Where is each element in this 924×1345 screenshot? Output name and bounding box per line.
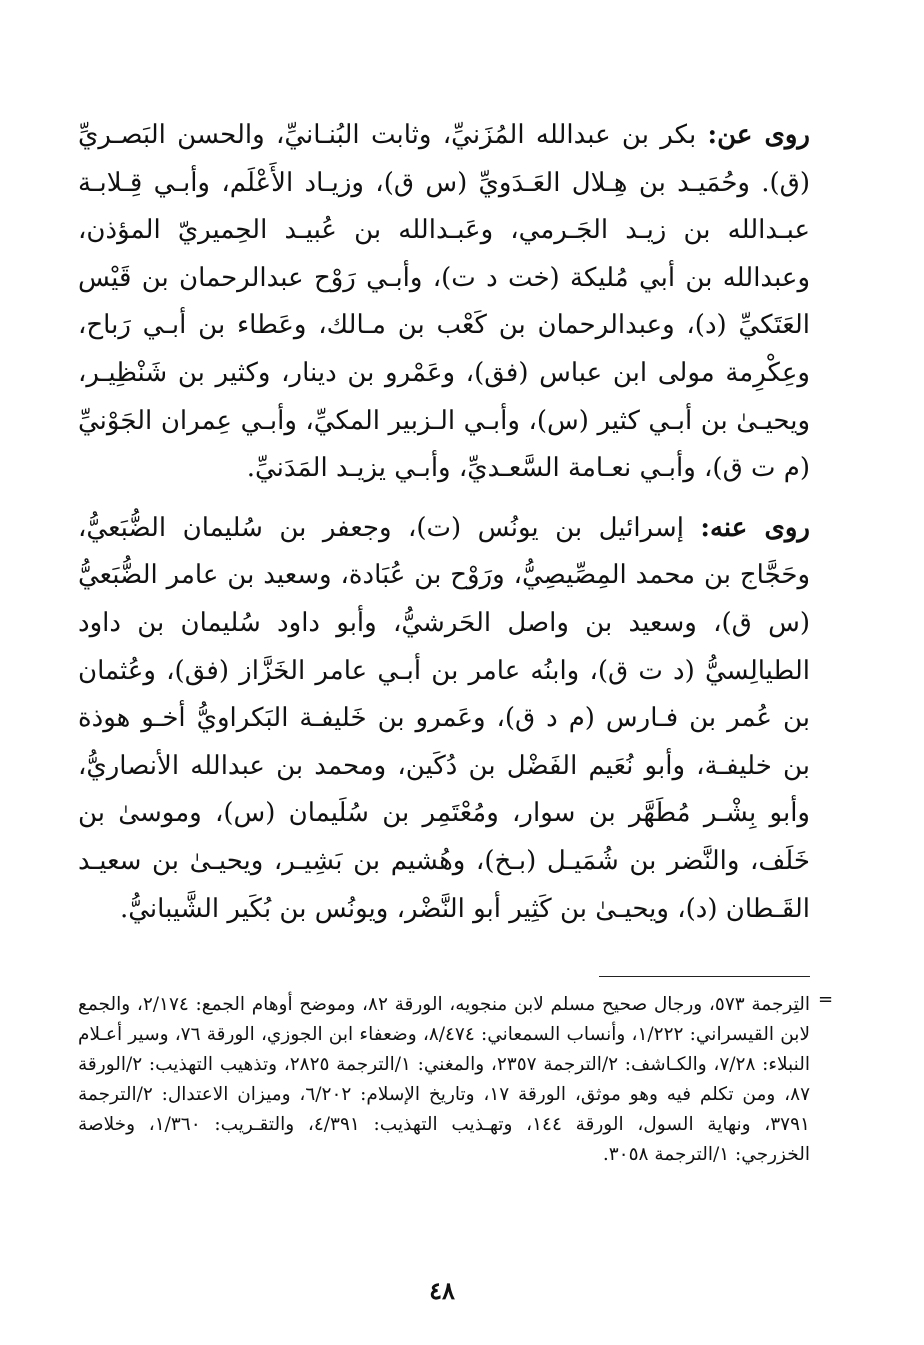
narrated-from-text: بكر بن عبدالله المُزَنيِّ، وثابت البُنـانيِّ، والحسن البَصـريِّ (ق). وحُمَيـد بن هِـلال العَـدَويِّ (س ق)، وزيـاد الأَعْلَم، وأبـي قِـلابـة عبـدالله بن زيـد الجَـرمي، وعَبـدالله بن عُبيـد الحِميريّ المؤذن، وعبدالله بن أبي مُليكة (خت د ت)، وأبـي رَوْح عبدالرحمان بن قَيْس العَتَكيِّ (د)، وعبدالرحمان بن كَعْب بن مـالك، وعَطاء بن أبـي رَباح، وعِكْرِمة مولى ابن عباس (فق)، وعَمْرو بن دينار، وكثير بن شَنْظِيـر، ويحيـىٰ بن أبـي كثير (س)، وأبـي الـزبير المكيِّ، وأبـي عِمران الجَوْنيِّ (م ت ق)، وأبـي نعـامة السَّعـديِّ، وأبـي يزيـد المَدَنيِّ. — [78, 120, 810, 484]
narrated-from-paragraph — [78, 112, 810, 493]
footnote-continuation-mark: = — [818, 989, 834, 1010]
footnote-separator — [599, 976, 810, 977]
narrated-by-heading: روى عنه: — [700, 512, 810, 543]
narrated-by-paragraph — [78, 505, 810, 933]
footnote-text: التِرجمة ٥٧٣، ورجال صحيح مسلم لابن منجويه، الورقة ٨٢، وموضح أوهام الجمع: ٢/١٧٤، والجمع لابن القيسراني: ١/٢٢٢، وأنساب السمعاني: ٨/٤٧٤، وضعفاء ابن الجوزي، الورقة ٧٦، وسير أعـلام النبلاء: ٧/٢٨، والكـاشف: ٢/الترجمة ٢٣٥٧، والمغني: ١/الترجمة ٢٨٢٥، وتذهيب التهذيب: ٢/الورقة ٨٧، ومن تكلم فيه وهو موثق، الورقة ١٧، وتاريخ الإسلام: ٦/٢٠٢، وميزان الاعتدال: ٢/الترجمة ٣٧٩١، ونهاية السول، الورقة ١٤٤، وتهـذيب التهذيب: ٤/٣٩١، والتقـريب: ١/٣٦٠، وخلاصة الخزرجي: ١/الترجمة ٣٠٥٨. — [78, 994, 811, 1165]
narrated-from-heading: روى عن: — [707, 120, 810, 150]
main-text — [78, 112, 810, 933]
page-number: ٤٨ — [429, 1276, 455, 1305]
narrated-by-text: إسرائيل بن يونُس (ت)، وجعفر بن سُليمان الضُّبَعيُّ، وحَجَّاج بن محمد المِصِّيصِيُّ، ورَوْح بن عُبَادة، وسعيد بن عامر الضُّبَعيُّ (س ق)، وسعيد بن واصل الحَرشيُّ، وأبو داود سُليمان بن داود الطيالِسيُّ (د ت ق)، وابنُه عامر بن أبـي عامر الخَزَّاز (فق)، وعُثمان بن عُمر بن فـارس (م د ق)، وعَمرو بن خَليفـة البَكراويُّ أخـو هوذة بن خليفـة، وأبو نُعَيم الفَضْل بن دُكَين، ومحمد بن عبدالله الأنصاريُّ، وأبو بِشْـر مُطَهَّر بن سوار، ومُعْتَمِر بن سُلَيمان (س)، وموسىٰ بن خَلَف، والنَّضر بن شُمَيـل (بـخ)، وهُشيم بن بَشِيـر، ويحيـىٰ بن سعيـد القَـطان (د)، ويحيـىٰ بن كَثِير أبو النَّضْر، ويونُس بن بُكَير الشَّيبانيُّ. — [78, 512, 810, 924]
